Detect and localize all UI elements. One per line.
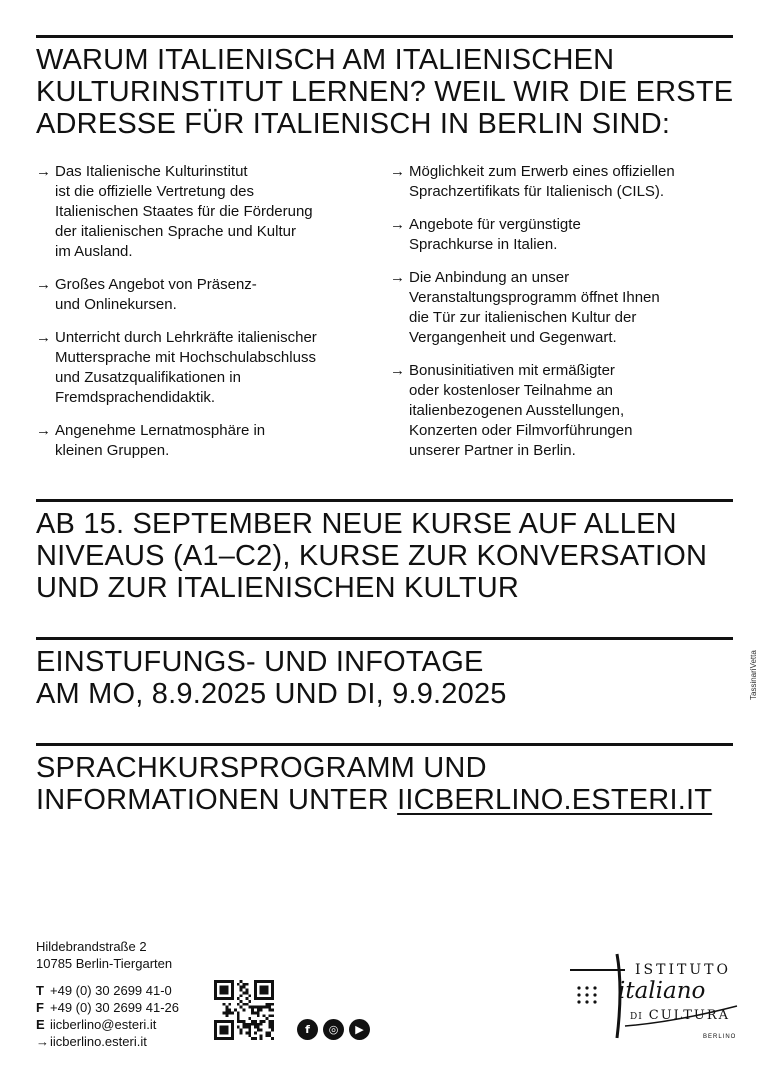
contact-label: E (36, 1017, 45, 1032)
benefit-text: im Ausland. (55, 243, 133, 260)
courses-headline (36, 508, 736, 604)
arrow-right-icon: → (36, 163, 51, 180)
facebook-icon[interactable]: f (297, 1019, 318, 1040)
benefit-text: Veranstaltungsprogramm öffnet Ihnen (409, 289, 660, 306)
contact-fax (36, 999, 179, 1016)
headline-line: WARUM ITALIENISCH AM ITALIENISCHEN (36, 44, 615, 76)
contact-block (36, 982, 179, 1050)
benefit-text: Muttersprache mit Hochschulabschluss (55, 349, 316, 366)
benefit-text: italienbezogenen Ausstellungen, (409, 402, 625, 419)
benefit-text: Das Italienische Kulturinstitut (55, 163, 248, 180)
benefit-text: kleinen Gruppen. (55, 442, 170, 459)
benefit-text: und Zusatzqualifikationen in (55, 369, 241, 386)
logo-word-cultura-text: CULTURA (648, 1008, 731, 1023)
arrow-right-icon: → (390, 163, 405, 180)
benefit-text: ist die offizielle Vertretung des (55, 183, 255, 200)
instagram-icon[interactable]: ◎ (323, 1019, 344, 1040)
benefit-text: der italienischen Sprache und Kultur (55, 223, 296, 240)
benefit-item (36, 275, 376, 315)
benefit-item (390, 162, 730, 202)
benefit-text: Angebote für vergünstigte (409, 216, 581, 233)
logo-word-italiano: italiano (618, 978, 706, 1004)
logo-word-istituto: ISTITUTO (635, 962, 731, 978)
youtube-icon[interactable]: ▶ (349, 1019, 370, 1040)
benefit-text: Sprachkurse in Italien. (409, 236, 558, 253)
divider-rule (36, 743, 733, 746)
benefit-item (390, 215, 730, 255)
benefit-item (390, 268, 730, 348)
arrow-right-icon: → (390, 269, 405, 286)
contact-value: +49 (0) 30 2699 41-26 (50, 1000, 180, 1015)
program-line-1: SPRACHKURSPROGRAMM UND (36, 752, 487, 784)
logo-word-di: DI (630, 1012, 643, 1022)
contact-label: T (36, 983, 44, 998)
arrow-right-icon: → (390, 216, 405, 233)
benefit-text: Großes Angebot von Präsenz- (55, 276, 257, 293)
headline-line: KULTURINSTITUT LERNEN? WEIL WIR DIE ERSTE (36, 76, 734, 108)
benefit-text: Unterricht durch Lehrkräfte italienischer (55, 329, 317, 346)
headline-line: UND ZUR ITALIENISCHEN KULTUR (36, 572, 520, 604)
arrow-right-icon: → (36, 276, 51, 293)
benefit-text: Fremdsprachendidaktik. (55, 389, 216, 406)
contact-email (36, 1016, 179, 1033)
benefit-text: unserer Partner in Berlin. (409, 442, 576, 459)
program-headline (36, 752, 736, 816)
benefit-text: Die Anbindung an unser (409, 269, 570, 286)
benefit-item (36, 162, 376, 262)
benefit-text: Konzerten oder Filmvorführungen (409, 422, 633, 439)
benefit-text: und Onlinekursen. (55, 296, 177, 313)
benefit-item (36, 328, 376, 408)
info-days-headline (36, 646, 736, 710)
arrow-right-icon: → (390, 362, 405, 379)
designer-credit: TassinariVetta (749, 650, 758, 700)
arrow-right-icon: → (36, 422, 51, 439)
headline-line: NIVEAUS (A1–C2), KURSE ZUR KONVERSATION (36, 540, 708, 572)
logo-word-cultura (630, 1008, 730, 1023)
benefit-text: Bonusinitiativen mit ermäßigter (409, 362, 615, 379)
contact-web (36, 1033, 179, 1050)
contact-value[interactable]: iicberlino@esteri.it (50, 1017, 157, 1032)
arrow-right-icon: → (36, 329, 51, 346)
contact-phone (36, 982, 179, 999)
divider-rule (36, 499, 733, 502)
headline-line: AM MO, 8.9.2025 UND DI, 9.9.2025 (36, 678, 507, 710)
contact-label: F (36, 1000, 44, 1015)
benefit-item (36, 421, 376, 461)
address-city: 10785 Berlin-Tiergarten (36, 956, 173, 971)
program-line-2 (36, 784, 736, 816)
contact-label: → (36, 1034, 49, 1049)
headline-line: EINSTUFUNGS- UND INFOTAGE (36, 646, 484, 678)
program-line-2-text: INFORMATIONEN UNTER (36, 784, 398, 816)
main-headline (36, 44, 736, 140)
divider-rule (36, 35, 733, 38)
social-icons (297, 1019, 370, 1040)
contact-value[interactable]: iicberlino.esteri.it (50, 1034, 147, 1049)
benefit-text: Italienischen Staates für die Förderung (55, 203, 313, 220)
address-block (36, 938, 172, 972)
divider-rule (36, 637, 733, 640)
headline-line: ADRESSE FÜR ITALIENISCH IN BERLIN SIND: (36, 108, 671, 140)
qr-code-icon[interactable] (214, 980, 274, 1040)
website-link[interactable]: IICBERLINO.ESTERI.IT (397, 784, 713, 816)
benefit-text: die Tür zur italienischen Kultur der (409, 309, 637, 326)
benefits-right-column (390, 162, 730, 474)
headline-line: AB 15. SEPTEMBER NEUE KURSE AUF ALLEN (36, 508, 677, 540)
benefit-text: Möglichkeit zum Erwerb eines offiziellen (409, 163, 675, 180)
logo-city: BERLINO (703, 1034, 737, 1040)
contact-value: +49 (0) 30 2699 41-0 (50, 983, 172, 998)
address-street: Hildebrandstraße 2 (36, 939, 147, 954)
benefits-left-column (36, 162, 376, 474)
benefit-text: Sprachzertifikats für Italienisch (CILS). (409, 183, 665, 200)
benefit-text: Angenehme Lernatmosphäre in (55, 422, 266, 439)
istituto-italiano-logo (565, 948, 740, 1048)
benefit-text: Vergangenheit und Gegenwart. (409, 329, 617, 346)
benefit-text: oder kostenloser Teilnahme an (409, 382, 614, 399)
benefit-item (390, 361, 730, 461)
